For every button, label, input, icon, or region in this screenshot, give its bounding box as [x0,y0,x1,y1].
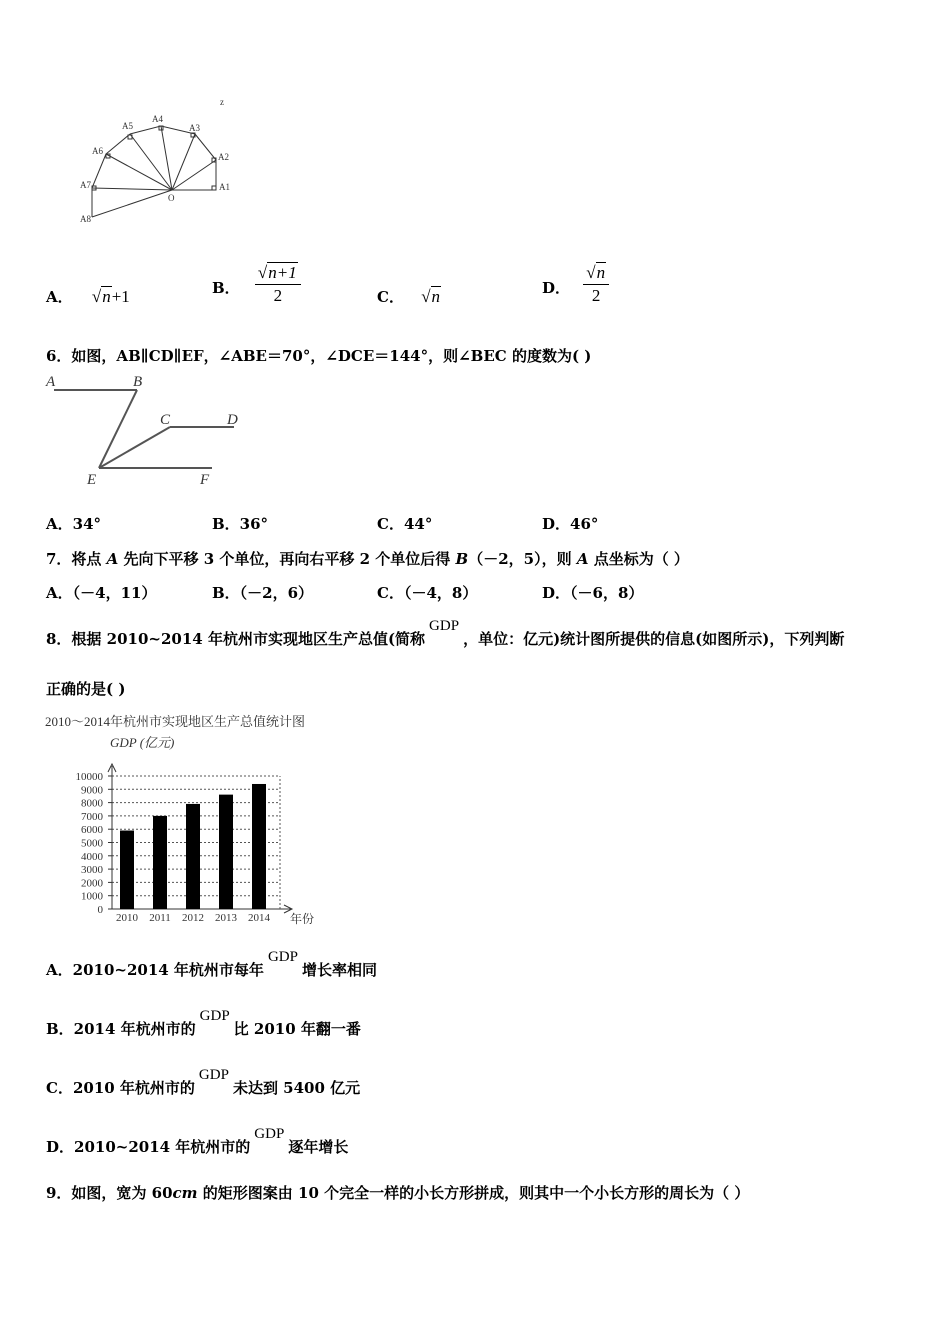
bar [153,816,167,909]
label-a3: A3 [189,123,200,133]
q5-option-d-numerator: n [596,263,606,282]
bar [219,795,233,909]
q7-option-d[interactable]: D．（－6，8） [542,584,644,602]
label-a5: A5 [122,121,133,131]
label-a7: A7 [80,180,91,190]
q6-parallel-lines-figure [42,372,252,487]
q7-option-a[interactable]: A．（－4，11） [46,584,157,602]
q8-option-d-text: 逐年增长 [288,1138,349,1156]
q5-option-b-letter: B． [212,278,240,297]
gdp-term: GDP [429,618,460,634]
label-b: B [133,374,143,390]
q7-point-a: A [106,550,119,568]
y-tick-label: 5000 [81,837,103,850]
q7-stem-part: 先向下平移 3 个单位，再向右平移 2 个单位后得 [118,550,456,568]
gdp-term: GDP [198,1067,229,1083]
q9-stem-text: 的矩形图案由 10 个完全一样的小长方形拼成，则其中一个小长方形的周长为（ ） [197,1184,750,1202]
label-a1: A1 [219,182,230,192]
q8-stem-line1 [46,618,845,649]
q5-option-a-rest: +1 [111,287,130,306]
bar [120,831,134,909]
q6-option-c[interactable]: C．44° [377,515,433,533]
y-tick-label: 9000 [81,784,103,797]
q8-stem-text: 8．根据 2010~2014 年杭州市实现地区生产总值(简称 [46,630,426,648]
label-c: C [160,412,171,428]
label-o: O [168,193,175,203]
y-tick-label: 10000 [75,771,103,783]
chart-xlabel: 年份 [290,912,315,926]
gdp-bar-chart [40,710,350,930]
chart-ylabel: GDP (亿元) [110,735,175,750]
q5-option-c-expression: √n [421,287,441,306]
q5-option-d-fraction: $\frac{√n}{2}$ [583,263,609,306]
y-tick-label: 1000 [81,890,103,903]
q5-option-b[interactable] [212,263,301,306]
y-tick-label: 3000 [81,864,103,877]
q8-option-a-text: 增长率相同 [301,961,377,979]
x-tick-label: 2014 [248,912,270,924]
label-z: z [220,97,224,107]
gdp-term: GDP [254,1126,285,1142]
q8-option-a-text: A．2010~2014 年杭州市每年 [46,961,264,979]
y-tick-label: 8000 [81,797,103,810]
q5-option-a-expression: √n+1 [91,287,130,306]
x-tick-label: 2010 [116,912,138,924]
label-a4: A4 [152,114,163,124]
q8-option-d-text: D．2010~2014 年杭州市的 [46,1138,251,1156]
q9-stem-text: 9．如图，宽为 60 [46,1184,173,1202]
q6-option-b[interactable]: B．36° [212,515,269,533]
q8-option-c-text: 未达到 5400 亿元 [232,1079,361,1097]
x-tick-label: 2011 [149,912,171,924]
q5-option-c-letter: C． [377,288,404,306]
gdp-term: GDP [199,1008,230,1024]
q7-stem-part: 7．将点 [46,550,107,568]
q5-option-a[interactable] [46,286,130,307]
q7-point-a: A [576,550,589,568]
label-a2: A2 [218,152,229,162]
q9-unit: cm [172,1184,198,1202]
bar [186,804,200,909]
q5-option-d[interactable] [542,263,609,306]
label-d: D [227,412,238,428]
q6-stem: 6．如图，AB∥CD∥EF，∠ABE＝70°，∠DCE＝144°，则∠BEC 的度数为( ) [46,347,592,365]
q9-stem [46,1182,749,1203]
x-tick-label: 2012 [182,912,204,924]
q7-option-c[interactable]: C．（－4，8） [377,584,478,602]
y-tick-label: 6000 [81,824,103,837]
q8-option-b-text: 比 2010 年翻一番 [233,1020,361,1038]
q7-stem [46,548,689,569]
q8-stem-line2: 正确的是( ) [46,680,126,698]
y-tick-label: 2000 [81,877,103,890]
q7-stem-part: 点坐标为（ ） [588,550,689,568]
q5-option-c[interactable] [377,286,441,307]
q7-point-b: B [455,550,469,568]
y-tick-label: 4000 [81,850,103,863]
q8-option-b-text: B．2014 年杭州市的 [46,1020,196,1038]
q5-spiral-figure [74,94,244,229]
q8-option-c[interactable] [46,1067,361,1098]
chart-title: 2010～2014年杭州市实现地区生产总值统计图 [45,714,306,729]
q8-option-c-text: C．2010 年杭州市的 [46,1079,195,1097]
bar [252,784,266,909]
y-tick-label: 7000 [81,810,103,823]
q7-option-b[interactable]: B．（－2，6） [212,584,314,602]
y-tick-label: 0 [97,904,103,916]
q5-option-d-letter: D． [542,278,571,297]
q7-stem-part: （－2，5），则 [468,550,577,568]
label-a8: A8 [80,214,91,224]
label-a: A [46,374,56,390]
q8-stem-text: ，单位：亿元)统计图所提供的信息(如图所示)，下列判断 [463,630,845,648]
q8-option-a[interactable] [46,949,377,980]
q5-option-a-letter: A． [46,288,73,306]
q5-option-c-radicand: n [431,287,441,306]
gdp-term: GDP [267,949,298,965]
q5-option-d-denominator: 2 [591,286,601,305]
q8-option-b[interactable] [46,1008,361,1039]
x-tick-label: 2013 [215,912,237,924]
label-f: F [200,472,210,487]
q8-option-d[interactable] [46,1126,349,1157]
q5-option-a-radicand: n [102,287,111,306]
label-e: E [87,472,97,487]
q6-option-a[interactable]: A．34° [46,515,102,533]
q5-option-b-denominator: 2 [273,286,283,305]
label-a6: A6 [92,146,103,156]
q5-option-b-fraction: $\frac{√n+1}{2}$ [255,263,301,306]
q6-option-d[interactable]: D．46° [542,515,599,533]
q5-option-b-numerator: n+1 [268,263,297,282]
